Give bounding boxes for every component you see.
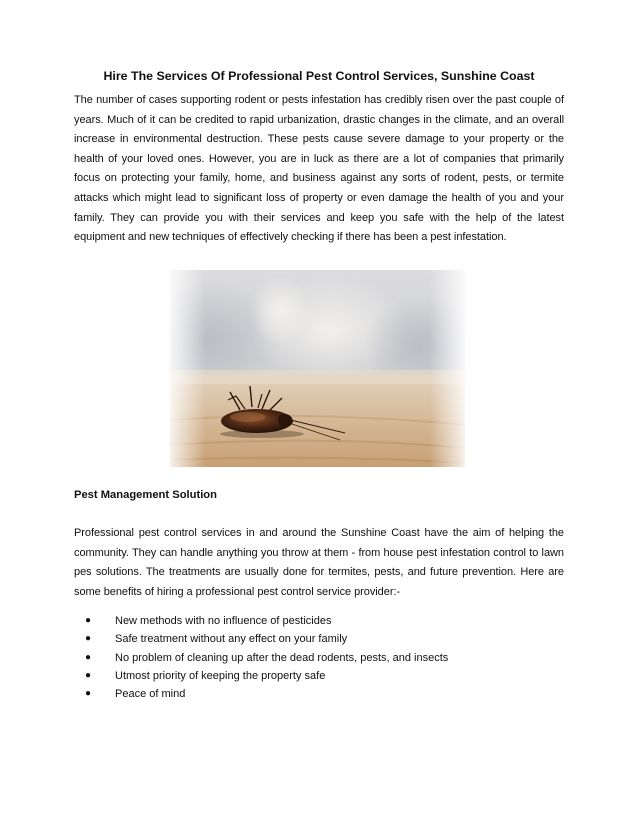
list-item-text: Peace of mind <box>115 688 186 701</box>
list-item <box>74 667 448 685</box>
bullet-icon: ● <box>85 615 92 626</box>
page-title: Hire The Services Of Professional Pest Control Services, Sunshine Coast <box>103 69 535 83</box>
list-item-text: Utmost priority of keeping the property safe <box>115 669 326 682</box>
bullet-icon: ● <box>85 633 92 645</box>
benefits-list <box>74 612 448 703</box>
list-item <box>74 649 448 667</box>
bullet-icon: ● <box>85 651 92 663</box>
dead-cockroach-photo-icon <box>170 270 465 467</box>
list-item <box>74 612 448 630</box>
list-item <box>74 685 448 703</box>
list-item-text: No problem of cleaning up after the dead rodents, pests, and insects <box>115 651 449 664</box>
list-item-text: New methods with no influence of pesticides <box>115 615 332 627</box>
intro-paragraph: The number of cases supporting rodent or pests infestation has credibly risen over the past couple of years. Much of it can be credited to rapid urbanization, drastic changes in the climate, and an overall increase in environmental destruction. These pests cause severe damage to your property or the health of your loved ones. However, you are in luck as there are a lot of companies that primarily focus on protecting your family, home, and business against any sorts of rodent, pests, or termite attacks which might lead to significant loss of property or even damage the health of you and your family. They can provide you with their services and keep you safe with the help of the latest equipment and new techniques of effectively checking if there has been a pest infestation. <box>74 94 564 244</box>
section-heading: Pest Management Solution <box>74 489 217 501</box>
cockroach-photo <box>170 270 465 467</box>
bullet-icon: ● <box>85 669 92 681</box>
list-item <box>74 630 448 648</box>
list-item-text: Safe treatment without any effect on your family <box>115 633 348 646</box>
bullet-icon: ● <box>85 688 92 700</box>
section-paragraph: Professional pest control services in and around the Sunshine Coast have the aim of helping the community. They can handle anything you throw at them - from house pest infestation control to lawn pes solutions. The treatments are usually done for termites, pests, and future prevention. Here are some benefits of hiring a professional pest control service provider:- <box>74 527 564 598</box>
